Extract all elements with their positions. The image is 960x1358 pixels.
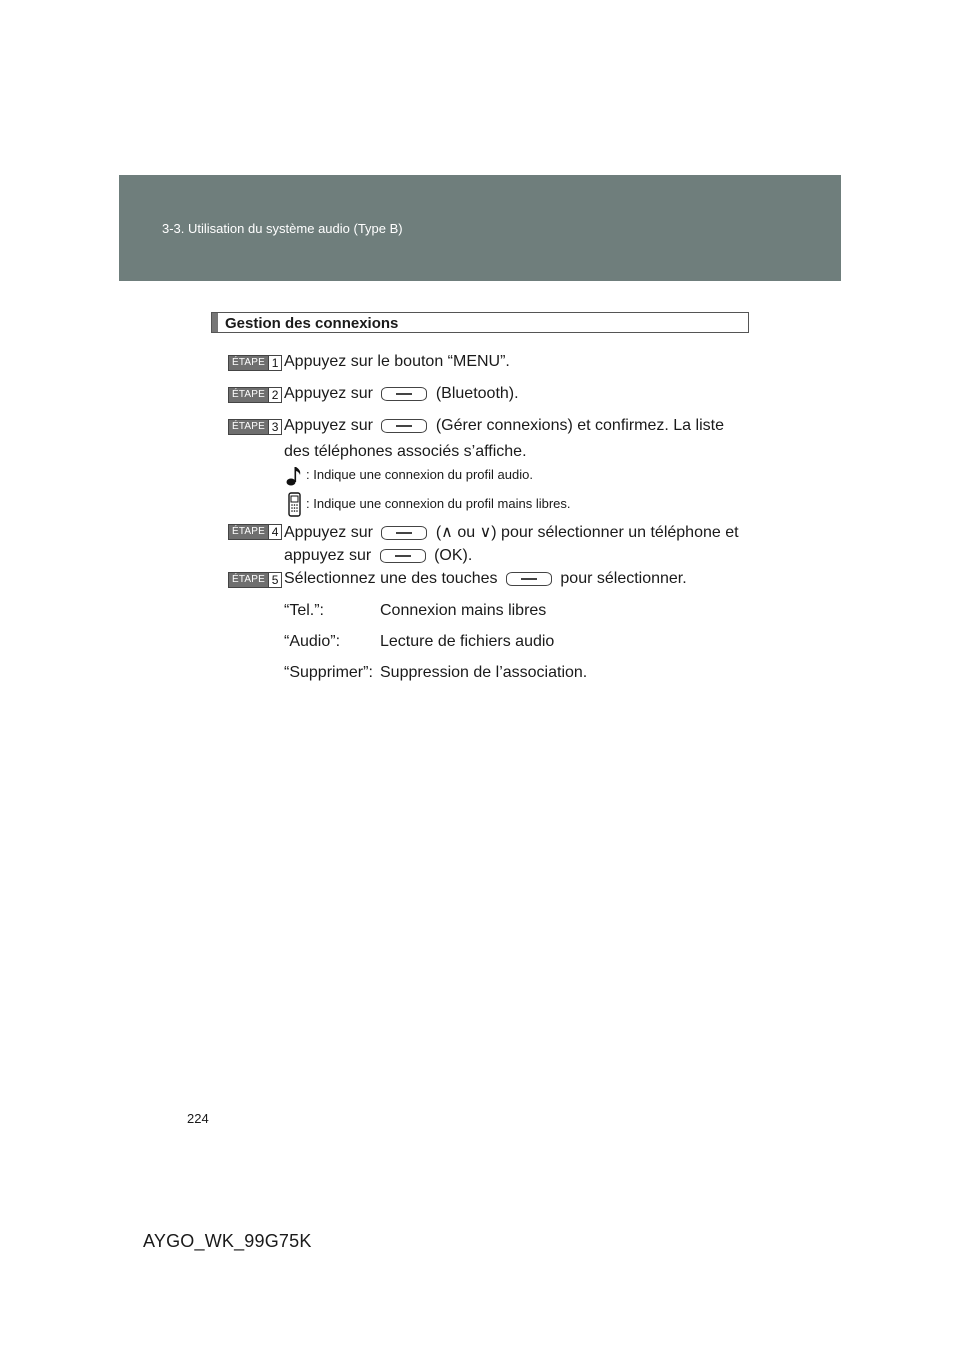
step-3-text [284,417,724,435]
option-desc-supprimer: Suppression de l’association. [380,664,588,681]
step-3-continuation: des téléphones associés s’affiche. [284,443,527,460]
step-5-post: pour sélectionner. [560,570,687,587]
step-5-pre: Sélectionnez une des touches [284,570,498,587]
step-4-text [284,522,739,542]
soft-button-icon [506,572,552,586]
note-handsfree-text: : Indique une connexion du profil mains libres. [306,496,571,511]
step-3-post: (Gérer connexions) et confirmez. La liste [435,417,724,434]
soft-button-icon [380,549,426,563]
step-word: ÉTAPE [229,420,268,434]
step-badge-2 [228,386,282,404]
step-word: ÉTAPE [229,573,268,587]
step-number: 2 [268,388,281,402]
step-word: ÉTAPE [229,525,268,539]
step-badge-3 [228,418,282,436]
step-4-post: (∧ ou ∨) pour sélectionner un téléphone et [435,524,739,541]
step-badge-5 [228,571,282,589]
option-label-audio: “Audio”: [284,633,341,650]
step-number: 4 [268,525,281,539]
music-note-icon [286,465,302,487]
option-desc-audio: Lecture de fichiers audio [380,633,555,650]
footer-code: AYGO_WK_99G75K [143,1231,312,1251]
section-title: Gestion des connexions [225,315,399,332]
step-word: ÉTAPE [229,388,268,402]
soft-button-icon [381,526,427,540]
step-1-text: Appuyez sur le bouton “MENU”. [284,353,510,370]
step-number: 5 [268,573,281,587]
section-heading-box [211,312,749,333]
header-section-title: 3-3. Utilisation du système audio (Type B) [162,221,403,236]
phone-icon [288,492,301,517]
step-4-cont-post: (OK). [434,547,473,564]
page-number: 224 [187,1111,209,1126]
step-4-pre: Appuyez sur [284,524,373,541]
option-label-tel: “Tel.”: [284,602,324,619]
step-4-cont-pre: appuyez sur [284,547,372,564]
step-word: ÉTAPE [229,356,268,370]
section-heading-bar [212,313,218,332]
step-badge-4 [228,523,282,541]
step-2-pre: Appuyez sur [284,385,373,402]
step-4-continuation [284,547,472,565]
page-header [119,175,841,281]
soft-button-icon [381,387,427,401]
step-2-text [284,385,519,403]
option-label-supprimer: “Supprimer”: [284,664,373,681]
step-number: 3 [268,420,281,434]
step-3-pre: Appuyez sur [284,417,373,434]
step-number: 1 [268,356,281,370]
note-audio-text: : Indique une connexion du profil audio. [306,467,533,482]
soft-button-icon [381,419,427,433]
step-2-post: (Bluetooth). [435,385,519,402]
step-badge-1 [228,354,282,372]
step-5-text [284,570,687,588]
option-desc-tel: Connexion mains libres [380,602,547,619]
